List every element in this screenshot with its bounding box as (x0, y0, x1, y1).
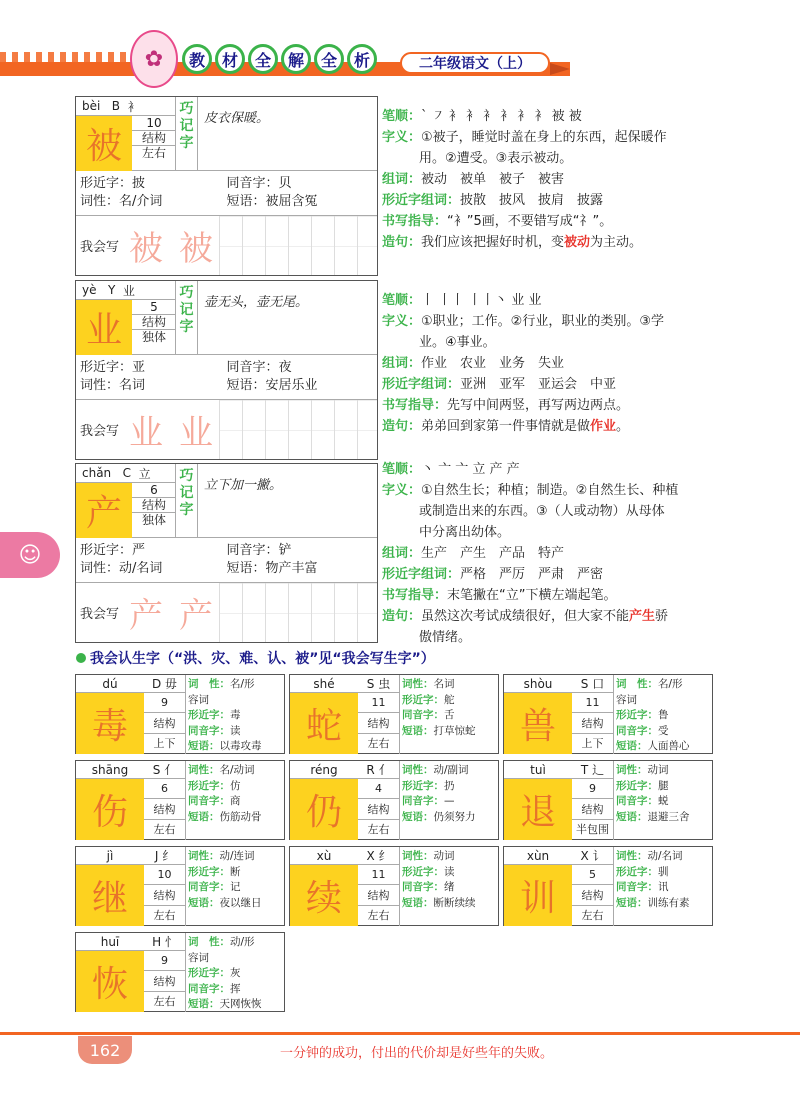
initial-radical: R 亻 (358, 761, 400, 779)
meaning-line: 业。④事业。 (419, 335, 496, 350)
similar-key: 形近字： (188, 865, 230, 878)
char-info (188, 849, 284, 911)
recognize-char-card (503, 674, 713, 754)
struct-value: 左右 (144, 906, 186, 926)
similar-words-key: 形近字组词： (382, 193, 461, 208)
struct-label: 结构 (144, 885, 186, 906)
similar-char: 形近字：严 (80, 543, 146, 558)
main-char: 蛇 (290, 693, 358, 754)
pos-key: 词性： (188, 850, 220, 862)
trace-char: 业 (179, 413, 214, 453)
pos-value: 动/名词 (647, 850, 683, 862)
homophone-value: 商 (230, 795, 241, 807)
initial-radical: J 纟 (144, 847, 186, 865)
homophone-key: 同音字： (188, 724, 230, 737)
book-title (182, 44, 377, 74)
stroke-count: 5 (572, 865, 614, 885)
pos-key: 词性： (402, 764, 434, 776)
char-card (75, 96, 378, 276)
sentence-highlight: 被动 (564, 235, 591, 250)
char-card (75, 463, 378, 643)
title-char: 全 (314, 44, 344, 74)
sentence: 弟弟回到家第一件事情就是做 (421, 419, 591, 434)
meaning-line: ①职业；工作。②行业，职业的类别。③学 (421, 314, 664, 329)
char-info (616, 677, 712, 755)
footer-line (0, 1032, 800, 1035)
phrase-value: 打草惊蛇 (433, 724, 476, 737)
words: 被动 被单 被子 被害 (421, 172, 565, 187)
meaning-key: 字义： (382, 130, 422, 145)
radical: 立 (138, 466, 151, 481)
homophone-value: 蜕 (658, 795, 669, 807)
stroke-count: 4 (358, 779, 400, 799)
struct-label: 结构 (358, 713, 400, 734)
struct-value: 左右 (358, 820, 400, 840)
similar-words: 亚洲 亚军 亚运会 中亚 (460, 377, 617, 392)
homophone-key: 同音字： (188, 795, 230, 807)
bullet-icon (76, 653, 86, 663)
similar-key: 形近字： (188, 779, 230, 792)
homophone-key: 同音字： (188, 881, 230, 893)
similar-char: 形近字：披 (80, 176, 146, 191)
section-title-text: 我会认生字（“洪、灾、难、认、被”见“我会写生字”） (90, 651, 435, 667)
phrase: 短语：被屈含冤 (226, 194, 318, 209)
similar-value: 扔 (444, 779, 455, 792)
stroke-order: 丶 亠 亠 立 产 产 (421, 462, 520, 477)
order-key: 笔顺： (382, 462, 422, 477)
main-char: 产 (76, 483, 132, 538)
struct-value: 上下 (144, 734, 186, 754)
main-char: 仍 (290, 779, 358, 840)
sentence: 虽然这次考试成绩很好，但大家不能 (421, 609, 630, 624)
pinyin: réng (290, 761, 358, 779)
phrase-value: 天网恢恢 (219, 998, 262, 1010)
writing-grid (219, 583, 377, 642)
writing-guide: 末笔撇在“立”下横左端起笔。 (447, 588, 617, 603)
stroke-count: 9 (572, 779, 614, 799)
homophone-key: 同音字： (616, 795, 658, 807)
similar-char: 形近字：亚 (80, 360, 146, 375)
main-char: 业 (76, 300, 132, 355)
pinyin: xù (290, 847, 358, 865)
similar-words: 披散 披风 披肩 披露 (460, 193, 604, 208)
guide-key: 书写指导： (382, 588, 448, 603)
char-info (402, 763, 498, 825)
trace-char: 被 (179, 229, 214, 269)
struct-value: 独体 (141, 513, 166, 527)
initial-radical: S 亻 (144, 761, 186, 779)
homophone-key: 同音字： (402, 709, 444, 721)
struct-label: 结构 (144, 971, 186, 992)
similar-key: 形近字： (616, 865, 658, 878)
struct-label: 结构 (572, 885, 614, 906)
struct-label: 结构 (358, 885, 400, 906)
recognize-char-card (289, 674, 499, 754)
writing-guide: “衤”5画，不要错写成“礻”。 (447, 214, 613, 229)
phrase-key: 短语： (188, 810, 220, 823)
recognize-char-card (503, 760, 713, 840)
part-of-speech: 词性：动/名词 (80, 561, 163, 576)
similar-key: 形近字： (402, 779, 444, 792)
pos-key: 词 性： (188, 936, 230, 948)
initial-radical: H 忄 (144, 933, 186, 951)
writing-grid (219, 400, 377, 459)
struct-label: 结构 (572, 713, 614, 734)
phrase-value: 退避三舍 (647, 810, 690, 823)
struct-value: 半包围 (572, 820, 614, 840)
similar-value: 舵 (444, 693, 455, 706)
mnemonic-label: 巧记字 (176, 281, 198, 354)
words-key: 组词： (382, 356, 422, 371)
sentence-end: 。 (616, 419, 630, 434)
homophone-value: 绪 (444, 881, 455, 893)
pos-value: 名/动词 (219, 764, 255, 776)
phrase-key: 短语： (402, 810, 434, 823)
struct-value: 上下 (572, 734, 614, 754)
stroke-count: 5 (132, 300, 176, 315)
meaning-line: 中分离出幼体。 (419, 525, 511, 540)
homophone-key: 同音字： (616, 724, 658, 737)
title-char: 解 (281, 44, 311, 74)
similar-words: 严格 严厉 严肃 严密 (460, 567, 604, 582)
pos-key: 词性： (188, 764, 220, 776)
phrase-key: 短语： (188, 896, 220, 909)
pos-key: 词 性： (188, 678, 230, 690)
pinyin: huī (76, 933, 144, 951)
mnemonic-text: 立下加一撇。 (204, 478, 283, 493)
initial: B (111, 99, 121, 113)
char-info (616, 849, 712, 911)
phrase-value: 人面兽心 (647, 740, 690, 752)
explanation-block (382, 106, 712, 253)
homophone-value: — (444, 795, 455, 807)
pinyin: dú (76, 675, 144, 693)
meaning-key: 字义： (382, 314, 422, 329)
meaning-line: 用。②遭受。③表示被动。 (419, 151, 573, 166)
sentence-continued: 傲情绪。 (419, 630, 472, 645)
struct-value: 独体 (141, 330, 166, 344)
struct-value: 左右 (144, 992, 186, 1012)
phrase: 短语：物产丰富 (226, 561, 318, 576)
similar-key: 形近字： (616, 709, 658, 721)
pos-value: 动/形 (230, 936, 255, 948)
stroke-count: 10 (144, 865, 186, 885)
struct-label: 结构 (132, 498, 176, 513)
pos-value-cont: 容词 (616, 693, 637, 706)
title-char: 析 (347, 44, 377, 74)
pos-value: 名词 (433, 678, 455, 690)
pinyin: shé (290, 675, 358, 693)
pos-value: 动词 (433, 850, 455, 862)
grade-label: 二年级语文（上） (400, 52, 550, 74)
sentence-end: 骄 (655, 609, 669, 624)
write-label: 我会写 (80, 240, 120, 255)
pos-key: 词性： (616, 850, 648, 862)
explanation-block (382, 459, 712, 648)
phrase-key: 短语： (616, 810, 648, 823)
stroke-count: 10 (132, 116, 176, 131)
phrase: 短语：安居乐业 (226, 378, 318, 393)
pinyin: bèi (82, 99, 101, 113)
similar-key: 形近字： (188, 709, 230, 721)
recognize-char-card (503, 846, 713, 926)
words: 生产 产生 产品 特产 (421, 546, 565, 561)
main-char: 恢 (76, 951, 144, 1012)
struct-value: 左右 (358, 734, 400, 754)
similar-value: 灰 (230, 967, 241, 979)
guide-key: 书写指导： (382, 214, 448, 229)
pos-value: 动/连词 (219, 850, 255, 862)
main-char: 伤 (76, 779, 144, 840)
stroke-count: 11 (358, 693, 400, 713)
recognize-char-card (289, 760, 499, 840)
main-char: 训 (504, 865, 572, 926)
similar-value: 仿 (230, 779, 241, 792)
similar-value: 读 (444, 865, 455, 878)
pinyin: jì (76, 847, 144, 865)
homophone: 同音字：夜 (226, 360, 292, 375)
phrase-value: 以毒攻毒 (219, 740, 262, 752)
stroke-order: ` ㇇ 衤 衤 衤 衤 衤 衤 被 被 (421, 109, 582, 124)
similar-key: 形近字： (402, 865, 444, 878)
phrase-key: 短语： (402, 896, 434, 909)
initial-radical: X 纟 (358, 847, 400, 865)
words-key: 组词： (382, 546, 422, 561)
sentence-highlight: 作业 (590, 419, 617, 434)
pos-key: 词 性： (616, 678, 658, 690)
char-info (402, 677, 498, 739)
struct-label: 结构 (144, 799, 186, 820)
page-number: 162 (78, 1036, 132, 1064)
recognize-char-card (289, 846, 499, 926)
homophone-value: 受 (658, 724, 669, 737)
similar-value: 腿 (658, 779, 669, 792)
pos-key: 词性： (616, 764, 648, 776)
similar-value: 毒 (230, 709, 241, 721)
homophone-value: 讯 (658, 881, 669, 893)
struct-label: 结构 (144, 713, 186, 734)
struct-label: 结构 (132, 131, 176, 146)
homophone-key: 同音字： (616, 881, 658, 893)
guide-key: 书写指导： (382, 398, 448, 413)
mnemonic-label: 巧记字 (176, 464, 198, 537)
order-key: 笔顺： (382, 293, 422, 308)
mnemonic-text: 壶无头，壶无尾。 (204, 295, 309, 310)
recognize-char-card (75, 846, 285, 926)
main-char: 被 (76, 116, 132, 171)
pos-key: 词性： (402, 850, 434, 862)
similar-words-key: 形近字组词： (382, 377, 461, 392)
homophone-key: 同音字： (188, 982, 230, 995)
words: 作业 农业 业务 失业 (421, 356, 565, 371)
pinyin: shāng (76, 761, 144, 779)
section-title (76, 648, 435, 668)
phrase-key: 短语： (616, 896, 648, 909)
phrase-key: 短语： (616, 740, 648, 752)
struct-label: 结构 (572, 799, 614, 820)
trace-char: 被 (129, 229, 164, 269)
sentence-key: 造句： (382, 419, 422, 434)
similar-value: 断 (230, 865, 241, 878)
struct-value: 左右 (358, 906, 400, 926)
meaning-line: 或制造出来的东西。③（人或动物）从母体 (419, 504, 665, 519)
char-info (188, 677, 284, 755)
stroke-count: 9 (144, 693, 186, 713)
trace-char: 产 (129, 596, 164, 636)
stroke-order: 丨 丨丨 丨丨丶 业 业 (421, 293, 542, 308)
sentence: 我们应该把握好时机，变 (421, 235, 565, 250)
write-label: 我会写 (80, 424, 120, 439)
meaning-key: 字义： (382, 483, 422, 498)
recognize-char-card (75, 932, 285, 1012)
struct-label: 结构 (358, 799, 400, 820)
explanation-block (382, 290, 712, 437)
pos-key: 词性： (402, 678, 434, 690)
homophone-value: 挥 (230, 982, 241, 995)
meaning-line: ①被子，睡觉时盖在身上的东西，起保暖作 (421, 130, 667, 145)
stroke-count: 6 (132, 483, 176, 498)
phrase-value: 夜以继日 (219, 896, 262, 909)
mnemonic-text: 皮衣保暖。 (204, 111, 270, 126)
main-char: 退 (504, 779, 572, 840)
main-char: 继 (76, 865, 144, 926)
pos-value-cont: 容词 (188, 951, 209, 964)
similar-key: 形近字： (402, 693, 444, 706)
similar-key: 形近字： (616, 779, 658, 792)
stroke-count: 9 (144, 951, 186, 971)
char-info (616, 763, 712, 825)
phrase-key: 短语： (188, 740, 220, 752)
footer-quote: 一分钟的成功，付出的代价却是好些年的失败。 (280, 1046, 554, 1061)
sentence-highlight: 产生 (629, 609, 656, 624)
side-tab-mascot-icon: ☺ (0, 532, 60, 578)
page-header (0, 0, 800, 95)
words-key: 组词： (382, 172, 422, 187)
similar-key: 形近字： (188, 967, 230, 979)
mascot-icon: ✿ (130, 30, 178, 88)
phrase-key: 短语： (188, 998, 220, 1010)
homophone-value: 舌 (444, 709, 455, 721)
radical: 衤 (127, 99, 140, 114)
write-label: 我会写 (80, 607, 120, 622)
main-char: 续 (290, 865, 358, 926)
pos-value: 动/副词 (433, 764, 469, 776)
title-char: 材 (215, 44, 245, 74)
char-card (75, 280, 378, 460)
phrase-value: 伤筋动骨 (219, 810, 262, 823)
pos-value: 名/形 (658, 678, 683, 690)
recognize-char-card (75, 674, 285, 754)
part-of-speech: 词性：名/介词 (80, 194, 163, 209)
homophone-key: 同音字： (402, 881, 444, 893)
initial-radical: T 辶 (572, 761, 614, 779)
sentence-key: 造句： (382, 235, 422, 250)
initial: Y (107, 283, 116, 297)
stroke-count: 11 (572, 693, 614, 713)
stroke-count: 6 (144, 779, 186, 799)
meaning-line: ①自然生长；种植；制造。②自然生长、种植 (421, 483, 679, 498)
char-info (188, 763, 284, 825)
initial: C (122, 466, 132, 480)
main-char: 毒 (76, 693, 144, 754)
char-info (188, 935, 284, 1013)
stroke-count: 11 (358, 865, 400, 885)
pos-value: 动词 (647, 764, 669, 776)
homophone-value: 读 (230, 724, 241, 737)
char-info (402, 849, 498, 911)
recognize-char-card (75, 760, 285, 840)
similar-value: 驯 (658, 865, 669, 878)
pinyin: shòu (504, 675, 572, 693)
writing-grid (219, 216, 377, 275)
similar-words-key: 形近字组词： (382, 567, 461, 582)
phrase-key: 短语： (402, 724, 434, 737)
struct-value: 左右 (141, 146, 166, 160)
title-char: 教 (182, 44, 212, 74)
trace-char: 业 (129, 413, 164, 453)
initial-radical: D 毋 (144, 675, 186, 693)
sentence-key: 造句： (382, 609, 422, 624)
homophone: 同音字：贝 (226, 176, 292, 191)
part-of-speech: 词性：名词 (80, 378, 146, 393)
title-char: 全 (248, 44, 278, 74)
pinyin: yè (82, 283, 97, 297)
pinyin: tuì (504, 761, 572, 779)
pos-value-cont: 容词 (188, 693, 209, 706)
pos-value: 名/形 (230, 678, 255, 690)
mnemonic-label: 巧记字 (176, 97, 198, 170)
initial-radical: X 讠 (572, 847, 614, 865)
writing-guide: 先写中间两竖，再写两边两点。 (447, 398, 630, 413)
pinyin: xùn (504, 847, 572, 865)
similar-value: 鲁 (658, 709, 669, 721)
radical: 业 (122, 283, 135, 298)
main-char: 兽 (504, 693, 572, 754)
pinyin: chǎn (82, 466, 112, 480)
struct-value: 左右 (144, 820, 186, 840)
initial-radical: S 虫 (358, 675, 400, 693)
initial-radical: S 口 (572, 675, 614, 693)
phrase-value: 训练有素 (647, 896, 690, 909)
homophone-key: 同音字： (402, 795, 444, 807)
order-key: 笔顺： (382, 109, 422, 124)
struct-value: 左右 (572, 906, 614, 926)
sentence-end: 为主动。 (590, 235, 643, 250)
phrase-value: 仍须努力 (433, 810, 476, 823)
homophone-value: 记 (230, 881, 241, 893)
page-footer (0, 1028, 800, 1064)
struct-label: 结构 (132, 315, 176, 330)
phrase-value: 断断续续 (433, 896, 476, 909)
homophone: 同音字：铲 (226, 543, 292, 558)
trace-char: 产 (179, 596, 214, 636)
